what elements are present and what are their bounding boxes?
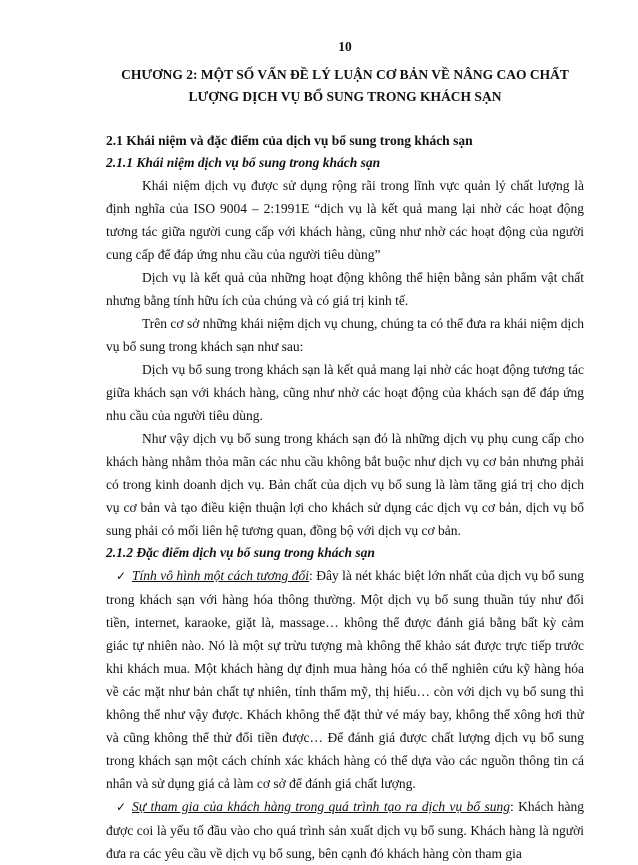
chapter-title bbox=[106, 64, 584, 108]
paragraph: Dịch vụ là kết quả của những hoạt động không thể hiện bằng sản phẩm vật chất nhưng bằng tính hữu ích của chúng và có giá trị kinh tế. bbox=[106, 270, 584, 308]
section-heading-2-1-2: 2.1.2 Đặc điểm dịch vụ bổ sung trong khách sạn bbox=[106, 545, 375, 560]
checkmark-icon: ✓ bbox=[116, 569, 127, 583]
page-number: 10 bbox=[338, 39, 352, 54]
paragraph: Khái niệm dịch vụ được sử dụng rộng rãi trong lĩnh vực quản lý chất lượng là định nghĩa của ISO 9004 – 2:1991E “dịch vụ là kết quả mang lại nhờ các hoạt động tương tác giữa người cung cấp với khách hàng, cũng như nhờ các hoạt động của người cung cấp để đáp ứng nhu cầu của người tiêu dùng” bbox=[106, 178, 584, 262]
section-heading-2-1: 2.1 Khái niệm và đặc điểm của dịch vụ bổ sung trong khách sạn bbox=[106, 133, 473, 148]
bullet-lead: Tính vô hình một cách tương đối bbox=[132, 568, 310, 583]
bullet-item bbox=[106, 564, 584, 795]
chapter-title-line-2: LƯỢNG DỊCH VỤ BỔ SUNG TRONG KHÁCH SẠN bbox=[188, 89, 502, 104]
bullet-text: : Khách hàng được coi là yếu tố đầu vào cho quá trình sản xuất dịch vụ bổ sung. Khách hàng là người đưa ra các yêu cầu về dịch vụ bổ sung, bên cạnh đó khách hàng còn tham gia bbox=[106, 799, 584, 861]
paragraph: Trên cơ sở những khái niệm dịch vụ chung, chúng ta có thể đưa ra khái niệm dịch vụ bổ sung trong khách sạn như sau: bbox=[106, 316, 584, 354]
paragraph: Như vậy dịch vụ bổ sung trong khách sạn đó là những dịch vụ phụ cung cấp cho khách hàng nhằm thỏa mãn các nhu cầu không bắt buộc như dịch vụ cơ bản nhưng phải có trong kinh doanh dịch vụ. Bản chất của dịch vụ bổ sung là làm tăng giá trị cho dịch vụ cơ bản và tạo điều kiện thuận lợi cho khách sử dụng các dịch vụ cơ bản, dịch vụ bổ sung phải có mối liên hệ tương quan, đồng bộ với dịch vụ cơ bản. bbox=[106, 431, 584, 538]
section-heading-2-1-1: 2.1.1 Khái niệm dịch vụ bổ sung trong khách sạn bbox=[106, 155, 381, 170]
chapter-title-line-1: CHƯƠNG 2: MỘT SỐ VẤN ĐỀ LÝ LUẬN CƠ BẢN VỀ NÂNG CAO CHẤT bbox=[121, 67, 569, 82]
bullet-text: : Đây là nét khác biệt lớn nhất của dịch vụ bổ sung trong khách sạn với hàng hóa thông thường. Một dịch vụ bổ sung thuần túy như đổi tiền, internet, karaoke, giặt là, massage… không thể được đánh giá bằng bất kỳ cảm giác tự nhiên nào. Nó là một sự trừu tượng mà không thể khảo sát được trực tiếp trước khi khách mua. Một khách hàng dự định mua hàng hóa có thể nghiên cứu kỹ hàng hóa về các mặt như bản chất tự nhiên, tính thẩm mỹ, thị hiếu… còn với dịch vụ bổ sung thì không thể như vậy được. Khách không thể đặt thử vé máy bay, không thể xông hơi thử và cũng không thể thử đổi tiền được… Để đánh giá được chất lượng dịch vụ bổ sung trong khách sạn một cách chính xác khách hàng có thể dựa vào các nguồn thông tin cá nhân và sử dụng giá cả làm cơ sở để đánh giá chất lượng. bbox=[106, 568, 584, 791]
paragraph: Dịch vụ bổ sung trong khách sạn là kết quả mang lại nhờ các hoạt động tương tác giữa khách sạn với khách hàng, cũng như nhờ các hoạt động của khách sạn để đáp ứng nhu cầu của người tiêu dùng. bbox=[106, 362, 584, 423]
bullet-item bbox=[106, 795, 584, 865]
bullet-lead: Sự tham gia của khách hàng trong quá trình tạo ra dịch vụ bổ sung bbox=[132, 799, 510, 814]
checkmark-icon: ✓ bbox=[116, 800, 127, 814]
